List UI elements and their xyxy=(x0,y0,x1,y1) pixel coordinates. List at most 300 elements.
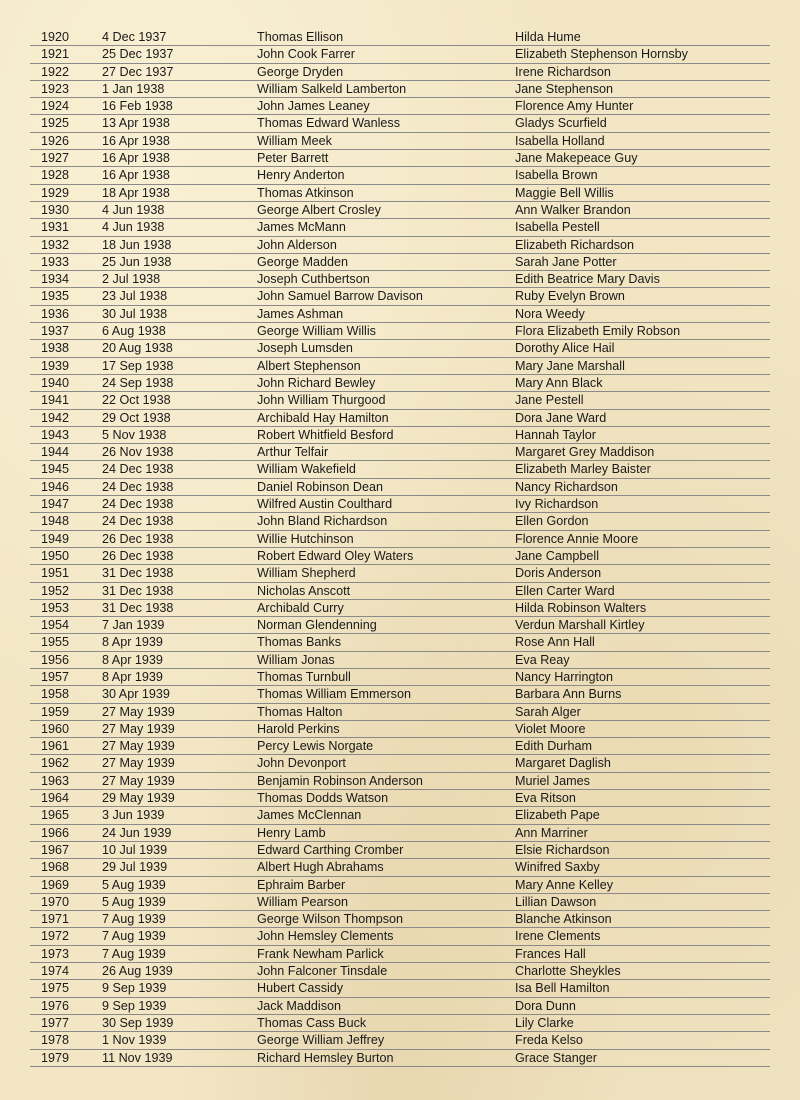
entry-number: 1925 xyxy=(41,116,70,131)
groom-name: William Jonas xyxy=(257,652,335,667)
marriage-date: 7 Aug 1939 xyxy=(102,946,166,961)
marriage-date: 9 Sep 1939 xyxy=(102,981,167,996)
bride-name: Isa Bell Hamilton xyxy=(515,981,610,996)
groom-name: William Meek xyxy=(257,133,332,148)
groom-name: Frank Newham Parlick xyxy=(257,946,384,961)
register-row xyxy=(30,46,770,63)
marriage-date: 16 Apr 1938 xyxy=(102,168,170,183)
entry-number: 1949 xyxy=(41,531,70,546)
register-row xyxy=(30,755,770,772)
bride-name: Blanche Atkinson xyxy=(515,912,612,927)
register-row xyxy=(30,98,770,115)
groom-name: Henry Lamb xyxy=(257,825,326,840)
entry-number: 1930 xyxy=(41,202,70,217)
register-row xyxy=(30,358,770,375)
groom-name: Henry Anderton xyxy=(257,168,345,183)
groom-name: Arthur Telfair xyxy=(257,445,329,460)
groom-name: John Bland Richardson xyxy=(257,514,388,529)
bride-name: Doris Anderson xyxy=(515,566,602,581)
bride-name: Isabella Brown xyxy=(515,168,598,183)
marriage-date: 30 Apr 1939 xyxy=(102,687,170,702)
entry-number: 1931 xyxy=(41,220,70,235)
marriage-date: 5 Aug 1939 xyxy=(102,877,166,892)
register-row xyxy=(30,254,770,271)
bride-name: Elizabeth Pape xyxy=(515,808,600,823)
marriage-date: 24 Dec 1938 xyxy=(102,497,174,512)
marriage-date: 24 Dec 1938 xyxy=(102,479,174,494)
bride-name: Elsie Richardson xyxy=(515,842,610,857)
register-row xyxy=(30,427,770,444)
register-row xyxy=(30,946,770,963)
marriage-date: 4 Dec 1937 xyxy=(102,30,167,44)
entry-number: 1946 xyxy=(41,479,70,494)
register-row xyxy=(30,998,770,1015)
register-row xyxy=(30,115,770,132)
register-row xyxy=(30,652,770,669)
bride-name: Nancy Richardson xyxy=(515,479,618,494)
groom-name: John James Leaney xyxy=(257,99,370,114)
register-row xyxy=(30,773,770,790)
groom-name: George William Jeffrey xyxy=(257,1033,385,1048)
register-row xyxy=(30,1032,770,1049)
groom-name: Thomas Edward Wanless xyxy=(257,116,401,131)
bride-name: Mary Anne Kelley xyxy=(515,877,614,892)
groom-name: Nicholas Anscott xyxy=(257,583,351,598)
marriage-date: 18 Jun 1938 xyxy=(102,237,172,252)
entry-number: 1968 xyxy=(41,860,70,875)
entry-number: 1938 xyxy=(41,341,70,356)
entry-number: 1967 xyxy=(41,842,70,857)
register-row xyxy=(30,825,770,842)
groom-name: Thomas Ellison xyxy=(257,30,344,44)
entry-number: 1960 xyxy=(41,721,70,736)
groom-name: John Samuel Barrow Davison xyxy=(257,289,423,304)
marriage-date: 20 Aug 1938 xyxy=(102,341,173,356)
bride-name: Florence Annie Moore xyxy=(515,531,639,546)
marriage-date: 6 Aug 1938 xyxy=(102,324,166,339)
marriage-date: 30 Sep 1939 xyxy=(102,1015,174,1030)
groom-name: Thomas Cass Buck xyxy=(257,1015,367,1030)
marriage-date: 16 Apr 1938 xyxy=(102,133,170,148)
bride-name: Gladys Scurfield xyxy=(515,116,607,131)
register-row xyxy=(30,461,770,478)
entry-number: 1974 xyxy=(41,964,70,979)
register-row xyxy=(30,444,770,461)
marriage-date: 18 Apr 1938 xyxy=(102,185,170,200)
marriage-date: 24 Dec 1938 xyxy=(102,514,174,529)
register-row xyxy=(30,721,770,738)
entry-number: 1928 xyxy=(41,168,70,183)
groom-name: William Salkeld Lamberton xyxy=(257,81,407,96)
bride-name: Dorothy Alice Hail xyxy=(515,341,615,356)
groom-name: John Devonport xyxy=(257,756,346,771)
entry-number: 1944 xyxy=(41,445,70,460)
entry-number: 1934 xyxy=(41,272,70,287)
entry-number: 1945 xyxy=(41,462,70,477)
bride-name: Charlotte Sheykles xyxy=(515,964,621,979)
register-row xyxy=(30,29,770,46)
entry-number: 1964 xyxy=(41,791,70,806)
bride-name: Sarah Jane Potter xyxy=(515,254,617,269)
marriage-date: 31 Dec 1938 xyxy=(102,566,174,581)
marriage-date: 27 May 1939 xyxy=(102,773,175,788)
bride-name: Sarah Alger xyxy=(515,704,581,719)
register-row xyxy=(30,911,770,928)
bride-name: Edith Beatrice Mary Davis xyxy=(515,272,660,287)
groom-name: Thomas Atkinson xyxy=(257,185,354,200)
groom-name: Robert Whitfield Besford xyxy=(257,427,394,442)
register-row xyxy=(30,375,770,392)
entry-number: 1979 xyxy=(41,1050,70,1065)
marriage-date: 24 Sep 1938 xyxy=(102,375,174,390)
register-row xyxy=(30,81,770,98)
groom-name: Thomas Dodds Watson xyxy=(257,791,389,806)
marriage-date: 2 Jul 1938 xyxy=(102,272,161,287)
register-row xyxy=(30,583,770,600)
register-row xyxy=(30,928,770,945)
groom-name: George Wilson Thompson xyxy=(257,912,404,927)
groom-name: Willie Hutchinson xyxy=(257,531,354,546)
register-row xyxy=(30,548,770,565)
entry-number: 1966 xyxy=(41,825,70,840)
entry-number: 1923 xyxy=(41,81,70,96)
register-row xyxy=(30,288,770,305)
marriage-date: 27 May 1939 xyxy=(102,721,175,736)
register-row xyxy=(30,894,770,911)
bride-name: Flora Elizabeth Emily Robson xyxy=(515,324,681,339)
bride-name: Barbara Ann Burns xyxy=(515,687,622,702)
entry-number: 1955 xyxy=(41,635,70,650)
marriage-date: 4 Jun 1938 xyxy=(102,202,165,217)
groom-name: Norman Glendenning xyxy=(257,618,377,633)
marriage-date: 7 Aug 1939 xyxy=(102,929,166,944)
register-row xyxy=(30,1050,770,1067)
groom-name: Albert Hugh Abrahams xyxy=(257,860,384,875)
marriage-date: 29 Jul 1939 xyxy=(102,860,168,875)
bride-name: Eva Reay xyxy=(515,652,570,667)
register-row xyxy=(30,807,770,824)
groom-name: William Pearson xyxy=(257,894,348,909)
register-row xyxy=(30,133,770,150)
register-row xyxy=(30,237,770,254)
register-row xyxy=(30,150,770,167)
bride-name: Margaret Grey Maddison xyxy=(515,445,655,460)
marriage-date: 7 Jan 1939 xyxy=(102,618,165,633)
marriage-date: 31 Dec 1938 xyxy=(102,583,174,598)
groom-name: George Madden xyxy=(257,254,349,269)
entry-number: 1951 xyxy=(41,566,70,581)
register-row xyxy=(30,790,770,807)
entry-number: 1935 xyxy=(41,289,70,304)
bride-name: Ellen Gordon xyxy=(515,514,589,529)
entry-number: 1929 xyxy=(41,185,70,200)
register-row xyxy=(30,963,770,980)
bride-name: Violet Moore xyxy=(515,721,586,736)
entry-number: 1954 xyxy=(41,618,70,633)
groom-name: Archibald Hay Hamilton xyxy=(257,410,389,425)
groom-name: Hubert Cassidy xyxy=(257,981,344,996)
groom-name: John Richard Bewley xyxy=(257,375,376,390)
entry-number: 1963 xyxy=(41,773,70,788)
entry-number: 1922 xyxy=(41,64,70,79)
register-row xyxy=(30,185,770,202)
marriage-date: 26 Dec 1938 xyxy=(102,548,174,563)
register-row xyxy=(30,600,770,617)
bride-name: Hannah Taylor xyxy=(515,427,596,442)
marriage-date: 10 Jul 1939 xyxy=(102,842,168,857)
groom-name: Joseph Cuthbertson xyxy=(257,272,370,287)
marriage-date: 17 Sep 1938 xyxy=(102,358,174,373)
register-row xyxy=(30,479,770,496)
groom-name: John Hemsley Clements xyxy=(257,929,394,944)
register-row xyxy=(30,859,770,876)
bride-name: Nora Weedy xyxy=(515,306,585,321)
register-row xyxy=(30,219,770,236)
entry-number: 1972 xyxy=(41,929,70,944)
groom-name: James McMann xyxy=(257,220,346,235)
entry-number: 1927 xyxy=(41,151,70,166)
marriage-date: 5 Nov 1938 xyxy=(102,427,167,442)
entry-number: 1947 xyxy=(41,497,70,512)
register-row xyxy=(30,877,770,894)
register-row xyxy=(30,202,770,219)
groom-name: John William Thurgood xyxy=(257,393,386,408)
bride-name: Lillian Dawson xyxy=(515,894,597,909)
register-row xyxy=(30,565,770,582)
groom-name: Daniel Robinson Dean xyxy=(257,479,384,494)
entry-number: 1958 xyxy=(41,687,70,702)
groom-name: Archibald Curry xyxy=(257,600,344,615)
register-row xyxy=(30,167,770,184)
entry-number: 1932 xyxy=(41,237,70,252)
marriage-date: 13 Apr 1938 xyxy=(102,116,170,131)
entry-number: 1961 xyxy=(41,739,70,754)
bride-name: Maggie Bell Willis xyxy=(515,185,614,200)
bride-name: Dora Dunn xyxy=(515,998,576,1013)
marriage-date: 4 Jun 1938 xyxy=(102,220,165,235)
entry-number: 1959 xyxy=(41,704,70,719)
bride-name: Jane Campbell xyxy=(515,548,600,563)
groom-name: Thomas William Emmerson xyxy=(257,687,411,702)
bride-name: Ann Marriner xyxy=(515,825,588,840)
bride-name: Mary Ann Black xyxy=(515,375,603,390)
groom-name: Robert Edward Oley Waters xyxy=(257,548,414,563)
marriage-date: 8 Apr 1939 xyxy=(102,669,163,684)
bride-name: Winifred Saxby xyxy=(515,860,600,875)
marriage-date: 7 Aug 1939 xyxy=(102,912,166,927)
entry-number: 1975 xyxy=(41,981,70,996)
marriage-date: 1 Jan 1938 xyxy=(102,81,165,96)
bride-name: Elizabeth Marley Baister xyxy=(515,462,651,477)
marriage-date: 5 Aug 1939 xyxy=(102,894,166,909)
entry-number: 1970 xyxy=(41,894,70,909)
entry-number: 1940 xyxy=(41,375,70,390)
bride-name: Florence Amy Hunter xyxy=(515,99,634,114)
groom-name: John Alderson xyxy=(257,237,337,252)
groom-name: Joseph Lumsden xyxy=(257,341,353,356)
register-row xyxy=(30,634,770,651)
register-row xyxy=(30,64,770,81)
entry-number: 1953 xyxy=(41,600,70,615)
bride-name: Elizabeth Stephenson Hornsby xyxy=(515,47,688,62)
groom-name: Edward Carthing Cromber xyxy=(257,842,404,857)
bride-name: Margaret Daglish xyxy=(515,756,611,771)
bride-name: Irene Richardson xyxy=(515,64,611,79)
entry-number: 1926 xyxy=(41,133,70,148)
groom-name: Peter Barrett xyxy=(257,151,329,166)
register-row xyxy=(30,323,770,340)
entry-number: 1920 xyxy=(41,30,70,44)
bride-name: Elizabeth Richardson xyxy=(515,237,635,252)
entry-number: 1943 xyxy=(41,427,70,442)
entry-number: 1973 xyxy=(41,946,70,961)
entry-number: 1962 xyxy=(41,756,70,771)
groom-name: William Wakefield xyxy=(257,462,356,477)
groom-name: Percy Lewis Norgate xyxy=(257,739,374,754)
register-row xyxy=(30,410,770,427)
register-row xyxy=(30,704,770,721)
register-row xyxy=(30,738,770,755)
marriage-date: 11 Nov 1939 xyxy=(102,1050,173,1065)
bride-name: Mary Jane Marshall xyxy=(515,358,625,373)
bride-name: Jane Makepeace Guy xyxy=(515,151,638,166)
bride-name: Ivy Richardson xyxy=(515,497,599,512)
marriage-date: 26 Aug 1939 xyxy=(102,964,173,979)
marriage-date: 22 Oct 1938 xyxy=(102,393,171,408)
register-row xyxy=(30,617,770,634)
groom-name: George Albert Crosley xyxy=(257,202,381,217)
marriage-date: 8 Apr 1939 xyxy=(102,652,163,667)
bride-name: Muriel James xyxy=(515,773,590,788)
groom-name: Thomas Banks xyxy=(257,635,341,650)
entry-number: 1948 xyxy=(41,514,70,529)
entry-number: 1933 xyxy=(41,254,70,269)
groom-name: Benjamin Robinson Anderson xyxy=(257,773,423,788)
marriage-date: 3 Jun 1939 xyxy=(102,808,165,823)
entry-number: 1956 xyxy=(41,652,70,667)
entry-number: 1978 xyxy=(41,1033,70,1048)
entry-number: 1965 xyxy=(41,808,70,823)
entry-number: 1969 xyxy=(41,877,70,892)
groom-name: James McClennan xyxy=(257,808,362,823)
bride-name: Ellen Carter Ward xyxy=(515,583,615,598)
marriage-date: 27 Dec 1937 xyxy=(102,64,174,79)
register-row xyxy=(30,686,770,703)
bride-name: Hilda Hume xyxy=(515,30,581,44)
marriage-date: 29 May 1939 xyxy=(102,791,175,806)
bride-name: Ann Walker Brandon xyxy=(515,202,631,217)
marriage-date: 25 Jun 1938 xyxy=(102,254,172,269)
bride-name: Hilda Robinson Walters xyxy=(515,600,647,615)
marriage-date: 29 Oct 1938 xyxy=(102,410,171,425)
entry-number: 1937 xyxy=(41,324,70,339)
marriage-date: 27 May 1939 xyxy=(102,704,175,719)
register-row xyxy=(30,271,770,288)
bride-name: Ruby Evelyn Brown xyxy=(515,289,625,304)
bride-name: Jane Pestell xyxy=(515,393,584,408)
groom-name: Thomas Halton xyxy=(257,704,343,719)
groom-name: Albert Stephenson xyxy=(257,358,361,373)
bride-name: Isabella Pestell xyxy=(515,220,600,235)
entry-number: 1941 xyxy=(41,393,70,408)
marriage-date: 24 Jun 1939 xyxy=(102,825,172,840)
entry-number: 1977 xyxy=(41,1015,70,1030)
entry-number: 1957 xyxy=(41,669,70,684)
bride-name: Lily Clarke xyxy=(515,1015,574,1030)
groom-name: Richard Hemsley Burton xyxy=(257,1050,394,1065)
entry-number: 1976 xyxy=(41,998,70,1013)
marriage-date: 27 May 1939 xyxy=(102,756,175,771)
register-row xyxy=(30,513,770,530)
register-row xyxy=(30,1015,770,1032)
groom-name: Thomas Turnbull xyxy=(257,669,351,684)
marriage-date: 9 Sep 1939 xyxy=(102,998,167,1013)
bride-name: Rose Ann Hall xyxy=(515,635,595,650)
entry-number: 1950 xyxy=(41,548,70,563)
marriage-date: 1 Nov 1939 xyxy=(102,1033,167,1048)
groom-name: Jack Maddison xyxy=(257,998,341,1013)
bride-name: Frances Hall xyxy=(515,946,586,961)
bride-name: Jane Stephenson xyxy=(515,81,614,96)
entry-number: 1942 xyxy=(41,410,70,425)
bride-name: Eva Ritson xyxy=(515,791,576,806)
register-row xyxy=(30,669,770,686)
marriage-date: 30 Jul 1938 xyxy=(102,306,168,321)
groom-name: George William Willis xyxy=(257,324,376,339)
groom-name: Harold Perkins xyxy=(257,721,340,736)
groom-name: James Ashman xyxy=(257,306,344,321)
groom-name: John Cook Farrer xyxy=(257,47,355,62)
entry-number: 1924 xyxy=(41,99,70,114)
register-row xyxy=(30,531,770,548)
entry-number: 1952 xyxy=(41,583,70,598)
marriage-date: 8 Apr 1939 xyxy=(102,635,163,650)
marriage-date: 16 Feb 1938 xyxy=(102,99,173,114)
register-row xyxy=(30,842,770,859)
bride-name: Freda Kelso xyxy=(515,1033,583,1048)
bride-name: Verdun Marshall Kirtley xyxy=(515,618,645,633)
entry-number: 1971 xyxy=(41,912,70,927)
marriage-date: 31 Dec 1938 xyxy=(102,600,174,615)
marriage-date: 24 Dec 1938 xyxy=(102,462,174,477)
marriage-date: 26 Nov 1938 xyxy=(102,445,174,460)
register-row xyxy=(30,392,770,409)
groom-name: William Shepherd xyxy=(257,566,356,581)
bride-name: Grace Stanger xyxy=(515,1050,597,1065)
bride-name: Irene Clements xyxy=(515,929,601,944)
register-row xyxy=(30,306,770,323)
entry-number: 1936 xyxy=(41,306,70,321)
register-row xyxy=(30,496,770,513)
marriage-date: 16 Apr 1938 xyxy=(102,151,170,166)
bride-name: Dora Jane Ward xyxy=(515,410,607,425)
marriage-date: 23 Jul 1938 xyxy=(102,289,168,304)
marriage-date: 27 May 1939 xyxy=(102,739,175,754)
marriage-register-table xyxy=(30,29,770,1067)
bride-name: Isabella Holland xyxy=(515,133,605,148)
register-row xyxy=(30,340,770,357)
entry-number: 1939 xyxy=(41,358,70,373)
marriage-date: 26 Dec 1938 xyxy=(102,531,174,546)
bride-name: Edith Durham xyxy=(515,739,592,754)
groom-name: Ephraim Barber xyxy=(257,877,346,892)
groom-name: Wilfred Austin Coulthard xyxy=(257,497,393,512)
entry-number: 1921 xyxy=(41,47,70,62)
marriage-date: 25 Dec 1937 xyxy=(102,47,174,62)
register-row xyxy=(30,980,770,997)
bride-name: Nancy Harrington xyxy=(515,669,613,684)
groom-name: John Falconer Tinsdale xyxy=(257,964,388,979)
